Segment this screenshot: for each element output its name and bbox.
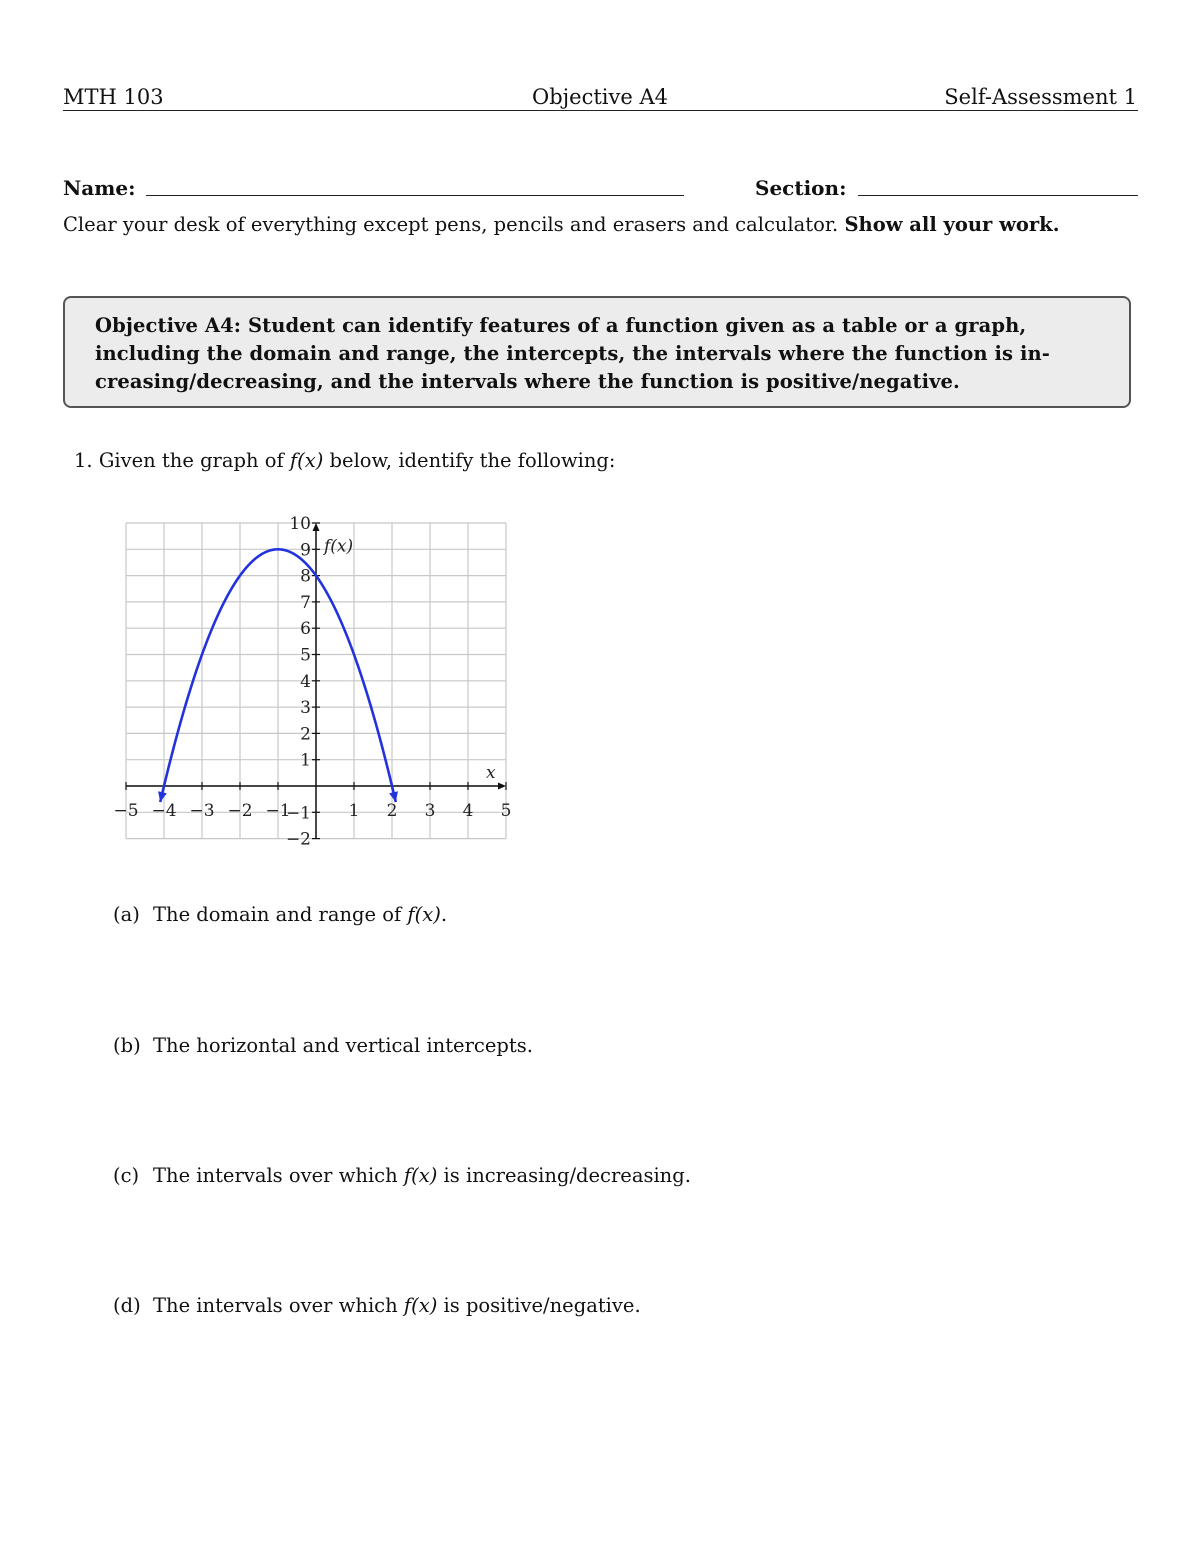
instructions-text: Clear your desk of everything except pens, pencils and erasers and calculator. [63, 213, 845, 236]
y-axis-label: f(x) [324, 536, 354, 557]
question-number: 1. [74, 449, 93, 472]
instructions-emphasis: Show all your work. [844, 213, 1060, 236]
x-axis-arrow [498, 783, 506, 790]
course-code: MTH 103 [63, 85, 164, 109]
x-tick-label: 5 [500, 801, 512, 821]
x-tick-label: −5 [113, 801, 139, 821]
part-c [113, 1163, 691, 1189]
x-tick-label: 3 [424, 801, 436, 821]
part-c-text: The intervals over which [153, 1164, 404, 1187]
x-tick-label: −4 [151, 801, 177, 821]
part-a-label: (a) [113, 903, 140, 926]
part-d-label: (d) [113, 1294, 141, 1317]
part-b-text: The horizontal and vertical intercepts. [153, 1034, 533, 1057]
part-a-after: . [440, 903, 448, 926]
part-c-function: f(x) [403, 1164, 438, 1187]
x-tick-label: 2 [386, 801, 398, 821]
y-tick-label: 6 [300, 619, 311, 640]
part-c-after: is increasing/decreasing. [437, 1164, 691, 1187]
y-tick-label: 5 [300, 645, 311, 666]
y-tick-label: 4 [300, 671, 311, 692]
y-tick-label: 8 [300, 566, 311, 587]
y-axis-arrow [313, 523, 320, 531]
y-tick-label: 3 [300, 698, 311, 719]
x-axis-label: x [486, 763, 496, 783]
part-d [113, 1293, 641, 1319]
assessment-title: Self-Assessment 1 [944, 85, 1137, 109]
x-tick-label: −1 [265, 801, 291, 821]
part-d-after: is positive/negative. [437, 1294, 641, 1317]
y-tick-label: 7 [300, 592, 311, 613]
question-prompt-before: Given the graph of [98, 449, 290, 472]
graph-labels [113, 514, 511, 850]
name-label: Name: [63, 176, 136, 200]
section-label: Section: [755, 176, 847, 200]
y-tick-label: 9 [300, 540, 311, 561]
x-tick-label: −2 [227, 801, 253, 821]
part-b [113, 1033, 533, 1059]
y-tick-label: 1 [300, 750, 311, 771]
part-a-text: The domain and range of [153, 903, 408, 926]
objective-title: Objective A4 [531, 85, 669, 109]
question-function: f(x) [289, 449, 324, 472]
part-a-function: f(x) [407, 903, 441, 926]
part-a [113, 902, 447, 928]
y-tick-label: −2 [285, 829, 311, 850]
x-tick-label: 4 [462, 801, 474, 821]
objective-text: Objective A4: Student can identify features of a function given as a table or a graph, including the domain and range, the intercepts, the intervals where the function is in-creasing/decreasing, and the intervals where the function is positive/negative. [95, 314, 1050, 393]
y-tick-label: −1 [285, 803, 311, 824]
part-b-label: (b) [113, 1034, 141, 1057]
part-c-label: (c) [113, 1164, 140, 1187]
x-tick-label: −3 [189, 801, 215, 821]
y-tick-label: 2 [300, 724, 311, 745]
y-tick-label: 10 [289, 514, 311, 534]
x-tick-label: 1 [348, 801, 360, 821]
question-prompt-after: below, identify the following: [323, 449, 616, 472]
part-d-text: The intervals over which [153, 1294, 404, 1317]
part-d-function: f(x) [403, 1294, 438, 1317]
